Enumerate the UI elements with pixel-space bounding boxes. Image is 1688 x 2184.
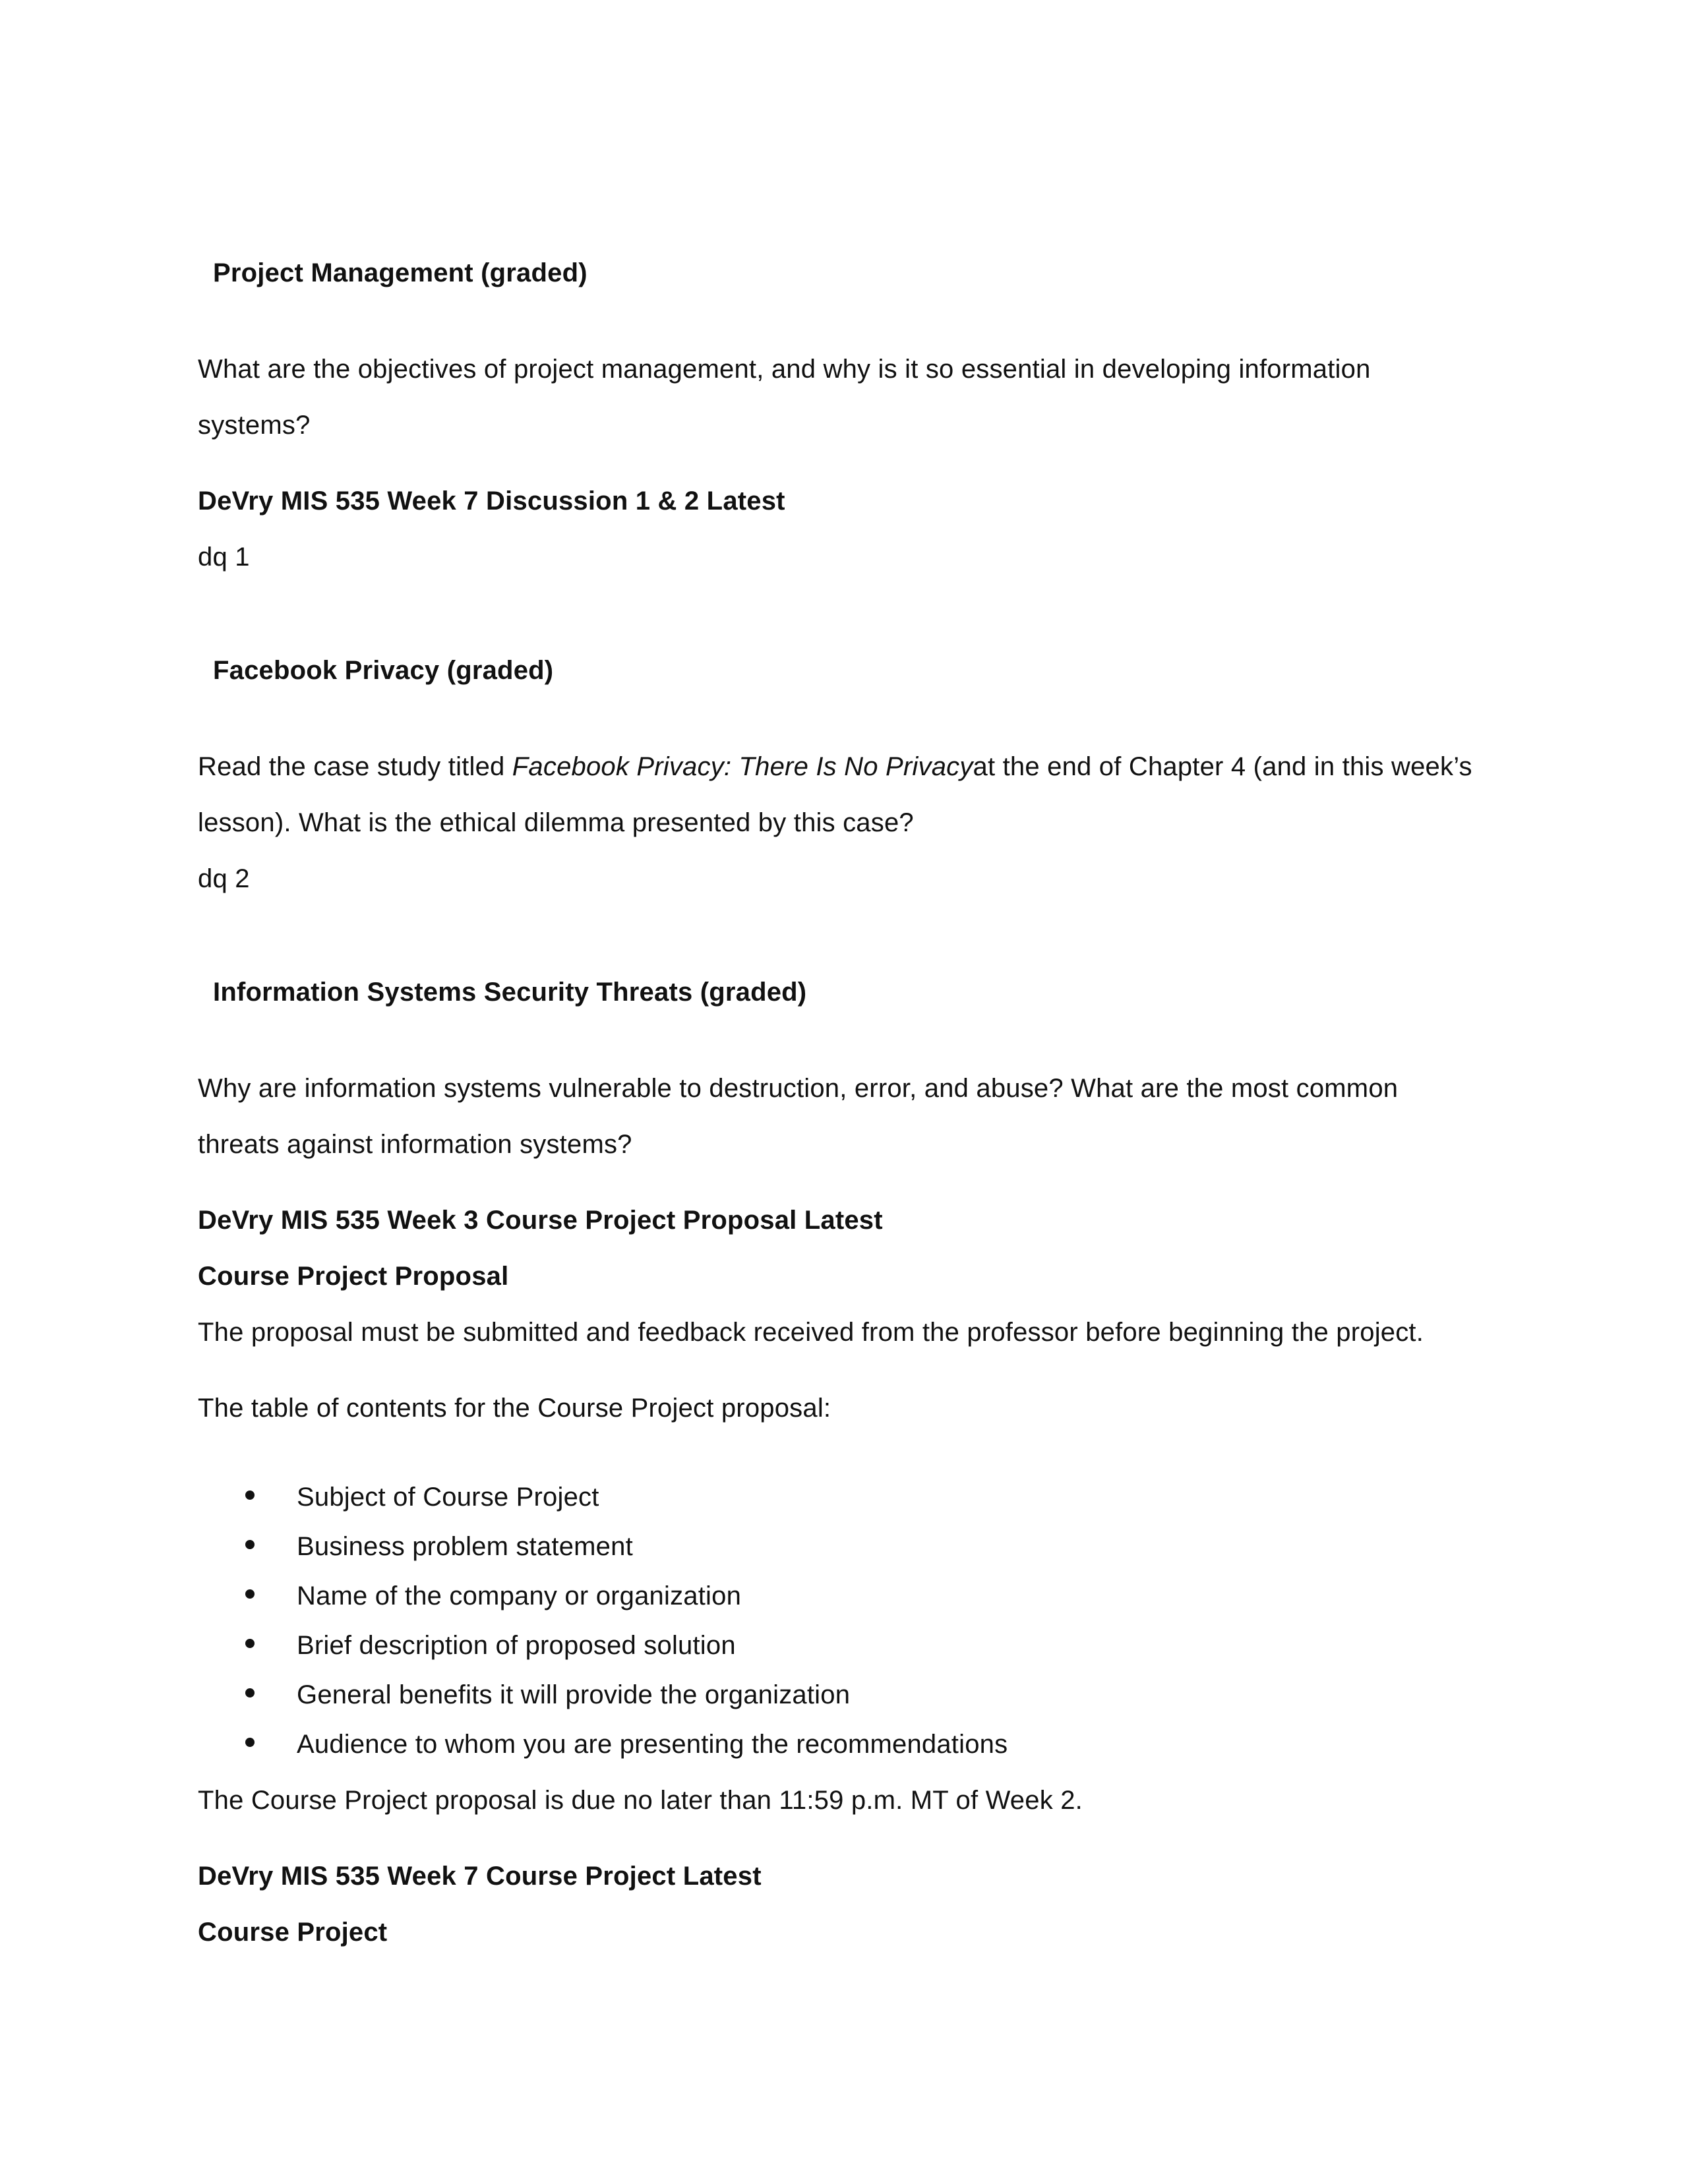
week3-proposal-heading: DeVry MIS 535 Week 3 Course Project Proposal Latest [198, 1206, 883, 1235]
list-item-text: General benefits it will provide the organization [297, 1680, 851, 1709]
list-item [0, 1530, 1187, 1563]
project-management-heading: Project Management (graded) [213, 258, 588, 287]
bullet-icon [245, 1490, 255, 1500]
facebook-privacy-heading: Facebook Privacy (graded) [213, 656, 554, 685]
facebook-privacy-line-1-suffix: at the end of Chapter 4 (and in this week’s [973, 752, 1472, 781]
facebook-privacy-line-1 [198, 750, 1472, 783]
security-threats-question-line-2: threats against information systems? [198, 1130, 632, 1159]
list-item-text: Brief description of proposed solution [297, 1631, 736, 1660]
facebook-privacy-line-2: lesson). What is the ethical dilemma presented by this case? [198, 808, 914, 837]
proposal-paragraph-2: The table of contents for the Course Project proposal: [198, 1394, 831, 1423]
week7-discussion-heading: DeVry MIS 535 Week 7 Discussion 1 & 2 Latest [198, 487, 785, 516]
course-project-proposal-subheading: Course Project Proposal [198, 1262, 509, 1291]
bullet-icon [245, 1540, 255, 1549]
list-item [0, 1629, 1187, 1662]
dq1-label: dq 1 [198, 543, 250, 572]
list-item [0, 1728, 1187, 1761]
project-management-question-line-1: What are the objectives of project management, and why is it so essential in developing information [198, 355, 1371, 384]
list-item-text: Audience to whom you are presenting the recommendations [297, 1730, 1008, 1759]
proposal-due-note: The Course Project proposal is due no later than 11:59 p.m. MT of Week 2. [198, 1786, 1083, 1815]
security-threats-question-line-1: Why are information systems vulnerable to destruction, error, and abuse? What are the most common [198, 1074, 1399, 1103]
list-item [0, 1579, 1187, 1612]
proposal-paragraph-1: The proposal must be submitted and feedback received from the professor before beginning the project. [198, 1318, 1424, 1347]
dq2-label: dq 2 [198, 864, 250, 893]
bullet-icon [245, 1589, 255, 1599]
list-item [0, 1678, 1187, 1711]
list-item [0, 1481, 1187, 1514]
facebook-privacy-case-title: Facebook Privacy: There Is No Privacy [512, 752, 973, 781]
course-project-subheading: Course Project [198, 1918, 388, 1947]
facebook-privacy-line-1-prefix: Read the case study titled [198, 752, 512, 781]
list-item-text: Name of the company or organization [297, 1581, 742, 1610]
bullet-icon [245, 1738, 255, 1747]
bullet-icon [245, 1688, 255, 1697]
bullet-icon [245, 1639, 255, 1648]
project-management-question-line-2: systems? [198, 411, 311, 440]
list-item-text: Business problem statement [297, 1532, 633, 1561]
list-item-text: Subject of Course Project [297, 1483, 599, 1512]
week7-project-heading: DeVry MIS 535 Week 7 Course Project Latest [198, 1862, 762, 1891]
security-threats-heading: Information Systems Security Threats (graded) [213, 978, 807, 1007]
